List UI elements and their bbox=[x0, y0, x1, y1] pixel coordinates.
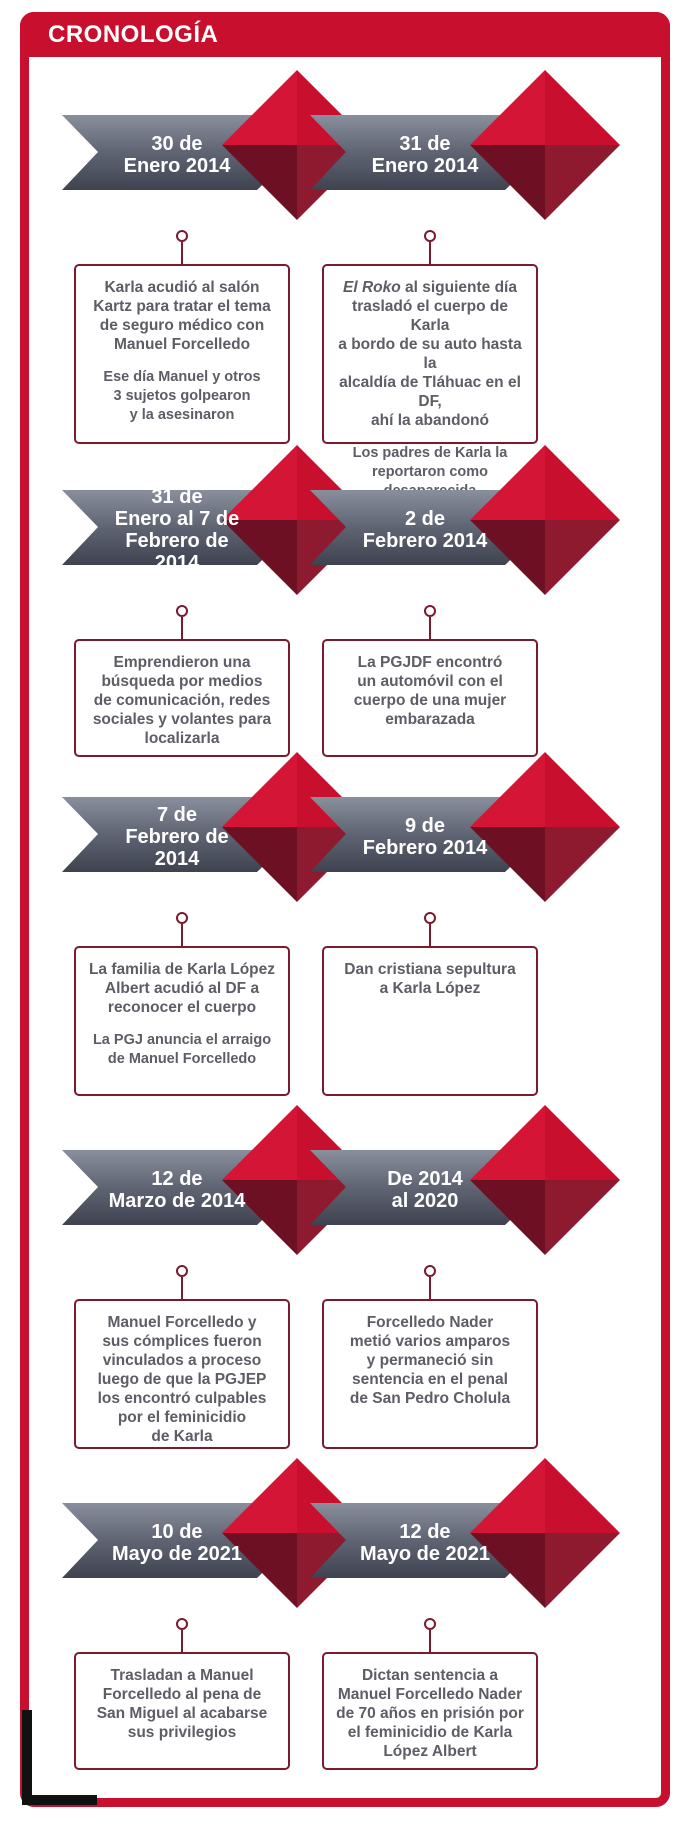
event-subtext: Los padres de Karla la reportaron como bbox=[352, 445, 508, 480]
event-card bbox=[322, 1299, 538, 1449]
event-text bbox=[332, 653, 528, 729]
timeline-stem bbox=[181, 924, 183, 946]
event-text bbox=[84, 1313, 280, 1446]
event-text bbox=[332, 1666, 528, 1761]
event-subtext: Ese día Manuel y otros 3 sujetos golpearon y la asesinaron bbox=[103, 369, 261, 423]
event-card bbox=[322, 639, 538, 757]
event-date: 31 de Enero 2014 bbox=[371, 133, 479, 177]
event-date: 10 de Mayo de 2021 bbox=[111, 1521, 243, 1565]
timeline-pin bbox=[424, 912, 436, 924]
event-text-body: Forcelledo Nader metió varios amparos y permaneció sin sentencia en el penal de San Pedro Cholula bbox=[349, 1314, 511, 1407]
timeline-stem bbox=[181, 1277, 183, 1299]
event-text-body: La PGJDF encontró un automóvil con el cuerpo de una mujer embarazada bbox=[353, 654, 507, 728]
event-text-body: Manuel Forcelledo y sus cómplices fueron vinculados a proceso luego de que la PGJEP los encontró culpables por el feminicidio de Karla bbox=[97, 1314, 267, 1445]
event-card bbox=[322, 946, 538, 1096]
event-text-italic: El Roko bbox=[343, 279, 401, 296]
timeline-stem bbox=[181, 1630, 183, 1652]
event-card bbox=[322, 1652, 538, 1770]
timeline-pin bbox=[176, 1618, 188, 1630]
timeline-pin bbox=[176, 230, 188, 242]
event-date: De 2014 al 2020 bbox=[387, 1168, 463, 1212]
event-text bbox=[332, 1313, 528, 1408]
event-date: 31 de Enero al 7 de Febrero de 2014 bbox=[114, 486, 240, 574]
event-text bbox=[84, 1666, 280, 1742]
event-subtext: La PGJ anuncia el arraigo de Manuel Forcelledo bbox=[92, 1032, 272, 1067]
page-title: CRONOLOGÍA bbox=[48, 21, 219, 48]
event-card bbox=[74, 1652, 290, 1770]
timeline-pin bbox=[424, 605, 436, 617]
timeline-pin bbox=[424, 1265, 436, 1277]
event-card bbox=[74, 264, 290, 444]
timeline-pin bbox=[176, 1265, 188, 1277]
timeline-pin bbox=[176, 605, 188, 617]
event-text-body: Dan cristiana sepultura a Karla López bbox=[344, 961, 516, 997]
timeline-pin bbox=[424, 230, 436, 242]
event-text-body: al siguiente día trasladó el cuerpo de Karla a bordo de su auto hasta la alcaldía de Tláhuac en el DF, ahí la abandonó bbox=[338, 279, 522, 429]
event-text bbox=[84, 960, 280, 1017]
event-text-body: Karla acudió al salón Kartz para tratar el tema de seguro médico con Manuel Forcelledo bbox=[93, 279, 271, 353]
event-card bbox=[74, 1299, 290, 1449]
event-text bbox=[332, 278, 528, 430]
event-text bbox=[332, 960, 528, 998]
event-date: 2 de Febrero 2014 bbox=[362, 508, 488, 552]
timeline-pin bbox=[176, 912, 188, 924]
event-text-body: La familia de Karla López Albert acudió al DF a reconocer el cuerpo bbox=[88, 961, 276, 1016]
timeline-stem bbox=[181, 617, 183, 639]
timeline-stem bbox=[429, 617, 431, 639]
timeline-stem bbox=[429, 924, 431, 946]
event-text bbox=[84, 653, 280, 748]
event-text-body: Dictan sentencia a Manuel Forcelledo Nader de 70 años en prisión por el feminicidio de Karla López Albert bbox=[336, 1667, 524, 1760]
timeline-stem bbox=[429, 242, 431, 264]
event-text bbox=[84, 278, 280, 354]
event-date: 7 de Febrero de 2014 bbox=[125, 804, 229, 870]
event-date: 12 de Marzo de 2014 bbox=[108, 1168, 246, 1212]
event-date: 30 de Enero 2014 bbox=[123, 133, 231, 177]
header-bar bbox=[20, 12, 670, 57]
event-card bbox=[322, 264, 538, 480]
event-date: 9 de Febrero 2014 bbox=[362, 815, 488, 859]
corner-bracket bbox=[22, 1710, 97, 1805]
timeline-stem bbox=[429, 1277, 431, 1299]
event-text-body: Emprendieron una búsqueda por medios de comunicación, redes sociales y volantes para localizarla bbox=[92, 654, 272, 747]
event-text-body: Trasladan a Manuel Forcelledo al pena de San Miguel al acabarse sus privilegios bbox=[96, 1667, 268, 1741]
timeline-pin bbox=[424, 1618, 436, 1630]
event-card bbox=[74, 639, 290, 757]
timeline-stem bbox=[429, 1630, 431, 1652]
timeline-stem bbox=[181, 242, 183, 264]
event-date: 12 de Mayo de 2021 bbox=[359, 1521, 491, 1565]
event-card bbox=[74, 946, 290, 1096]
